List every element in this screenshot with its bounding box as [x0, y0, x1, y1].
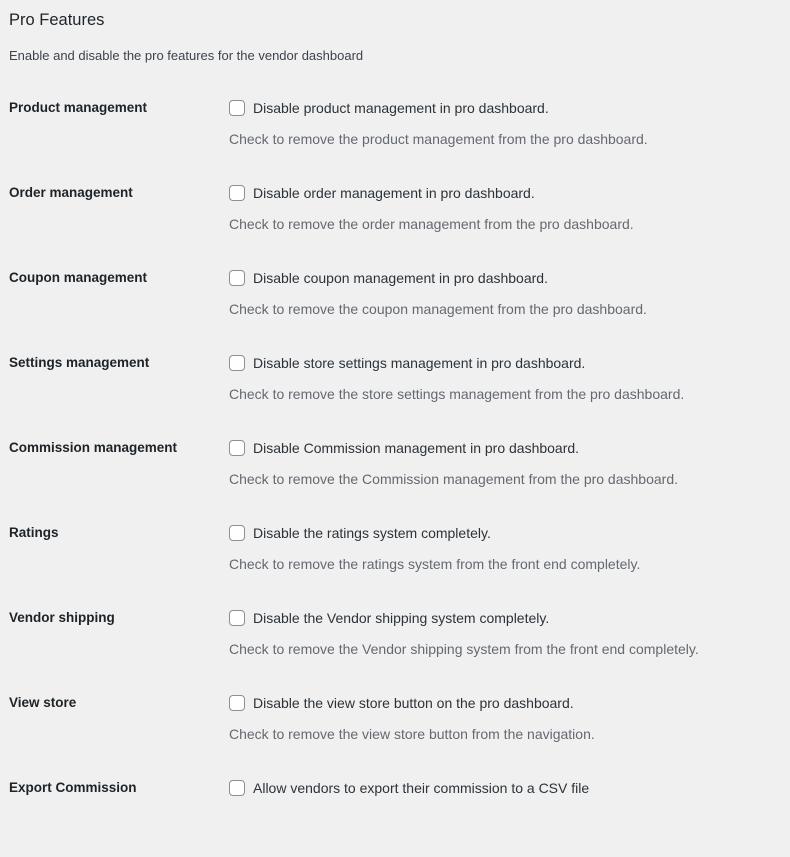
setting-row-product-management — [0, 92, 790, 177]
setting-label: Coupon management — [9, 270, 148, 285]
view-store-checkbox[interactable] — [229, 695, 245, 711]
settings-form — [0, 92, 790, 857]
checkbox-label[interactable]: Disable Commission management in pro dashboard. — [253, 440, 580, 456]
view-store-toggle[interactable] — [229, 695, 574, 711]
order-management-checkbox[interactable] — [229, 185, 245, 201]
section-description: Enable and disable the pro features for the vendor dashboard — [9, 48, 364, 63]
help-text: Check to remove the product management from the pro dashboard. — [229, 131, 648, 147]
setting-row-coupon-management — [0, 262, 790, 347]
setting-row-vendor-shipping — [0, 602, 790, 687]
export-commission-checkbox[interactable] — [229, 780, 245, 796]
setting-row-order-management — [0, 177, 790, 262]
export-commission-toggle[interactable] — [229, 780, 589, 796]
help-text: Check to remove the store settings management from the pro dashboard. — [229, 386, 685, 402]
checkbox-label[interactable]: Disable coupon management in pro dashboard. — [253, 270, 548, 286]
checkbox-label[interactable]: Allow vendors to export their commission to a CSV file — [253, 780, 590, 796]
settings-management-checkbox[interactable] — [229, 355, 245, 371]
help-text: Check to remove the Vendor shipping system from the front end completely. — [229, 641, 699, 657]
setting-row-view-store — [0, 687, 790, 772]
setting-row-export-commission — [0, 772, 790, 857]
help-text: Check to remove the coupon management from the pro dashboard. — [229, 301, 647, 317]
help-text: Check to remove the order management from the pro dashboard. — [229, 216, 634, 232]
setting-label: Ratings — [9, 525, 59, 540]
commission-management-toggle[interactable] — [229, 440, 579, 456]
product-management-toggle[interactable] — [229, 100, 549, 116]
vendor-shipping-checkbox[interactable] — [229, 610, 245, 626]
ratings-checkbox[interactable] — [229, 525, 245, 541]
setting-label: Order management — [9, 185, 133, 200]
checkbox-label[interactable]: Disable store settings management in pro dashboard. — [253, 355, 586, 371]
checkbox-label[interactable]: Disable the Vendor shipping system completely. — [253, 610, 550, 626]
help-text: Check to remove the view store button from the navigation. — [229, 726, 595, 742]
settings-management-toggle[interactable] — [229, 355, 585, 371]
coupon-management-checkbox[interactable] — [229, 270, 245, 286]
setting-label: Product management — [9, 100, 148, 115]
coupon-management-toggle[interactable] — [229, 270, 548, 286]
commission-management-checkbox[interactable] — [229, 440, 245, 456]
help-text: Check to remove the ratings system from the front end completely. — [229, 556, 641, 572]
setting-label: Vendor shipping — [9, 610, 115, 625]
setting-row-ratings — [0, 517, 790, 602]
help-text: Check to remove the Commission management from the pro dashboard. — [229, 471, 678, 487]
setting-row-commission-management — [0, 432, 790, 517]
setting-label: Export Commission — [9, 780, 137, 795]
ratings-toggle[interactable] — [229, 525, 491, 541]
checkbox-label[interactable]: Disable order management in pro dashboard. — [253, 185, 535, 201]
setting-label: View store — [9, 695, 77, 710]
setting-label: Settings management — [9, 355, 150, 370]
section-title: Pro Features — [9, 11, 105, 29]
vendor-shipping-toggle[interactable] — [229, 610, 549, 626]
checkbox-label[interactable]: Disable the view store button on the pro dashboard. — [253, 695, 574, 711]
checkbox-label[interactable]: Disable the ratings system completely. — [253, 525, 491, 541]
setting-row-settings-management — [0, 347, 790, 432]
checkbox-label[interactable]: Disable product management in pro dashboard. — [253, 100, 549, 116]
order-management-toggle[interactable] — [229, 185, 535, 201]
product-management-checkbox[interactable] — [229, 100, 245, 116]
setting-label: Commission management — [9, 440, 178, 455]
